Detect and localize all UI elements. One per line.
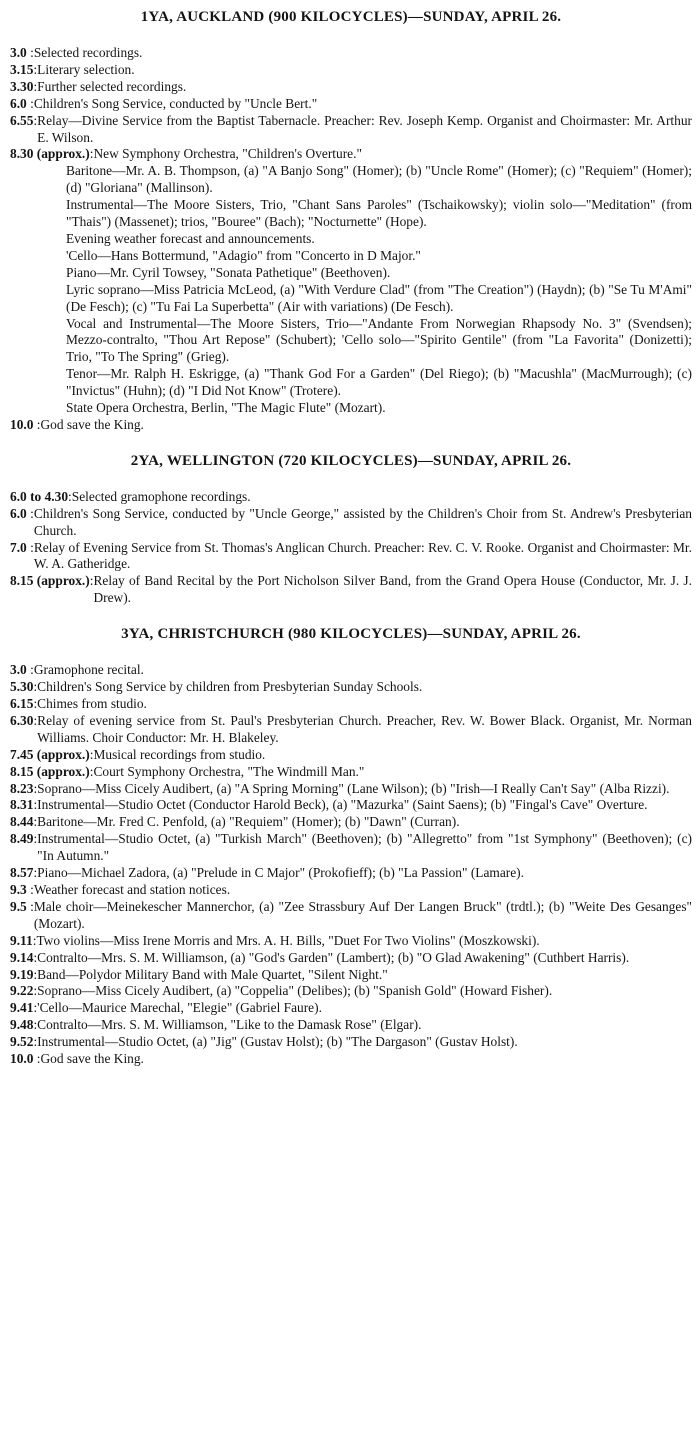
- program-item: Lyric soprano—Miss Patricia McLeod, (a) "With Verdure Clad" (from "The Creation") (Haydn); (b) "Se Tu M'Ami" (De Fesch); (c) "Tu Fai La Superbetta" (Air with variations) (De Fesch).: [66, 281, 692, 314]
- program-entry: 9.5 : Male choir—Meinekescher Mannerchor, (a) "Zee Strassbury Auf Der Langen Bruck" (trdtl.); (b) "Weite Des Gesanges" (Mozart).: [10, 898, 692, 931]
- program-entry: 8.30 (approx.): New Symphony Orchestra, "Children's Overture.": [10, 146, 362, 162]
- program-entry: 9.3 : Weather forecast and station notices.: [10, 881, 231, 897]
- program-entry: 9.48: Contralto—Mrs. S. M. Williamson, "Like to the Damask Rose" (Elgar).: [10, 1017, 422, 1033]
- program-entry: 8.49: Instrumental—Studio Octet, (a) "Turkish March" (Beethoven); (b) "Allegretto" from "1st Symphony" (Beethoven); (c) "In Autumn.": [10, 831, 692, 864]
- station-section-3ya: [10, 625, 692, 1068]
- program-entry: 10.0 : God save the King.: [10, 1051, 144, 1067]
- program-entry: 6.30: Relay of evening service from St. Paul's Presbyterian Church. Preacher, Rev. W. Bower Black. Organist, Mr. Norman Williams. Choir Conductor: Mr. H. Blakeley.: [10, 712, 692, 745]
- program-item: Vocal and Instrumental—The Moore Sisters, Trio—"Andante From Norwegian Rhapsody No. 3" (Svendsen); Mezzo-contralto, "Thou Art Repose" (Schubert); 'Cello solo—"Spirito Gentile" (from "La Favorita" (Donizetti); Trio, "To The Spring" (Grieg).: [66, 315, 692, 365]
- program-entry: 8.31: Instrumental—Studio Octet (Conductor Harold Beck), (a) "Mazurka" (Saint Saens); (b) "Fingal's Cave" Overture.: [10, 797, 648, 813]
- program-item: Evening weather forecast and announcements.: [66, 230, 315, 246]
- program-entry: 8.15 (approx.): Relay of Band Recital by the Port Nicholson Silver Band, from the Grand Opera House (Conductor, Mr. J. J. Drew).: [10, 573, 692, 606]
- program-entry: 9.19: Band—Polydor Military Band with Male Quartet, "Silent Night.": [10, 966, 388, 982]
- program-item: Baritone—Mr. A. B. Thompson, (a) "A Banjo Song" (Homer); (b) "Uncle Rome" (Homer); (c) "Requiem" (Homer); (d) "Gloriana" (Mallinson).: [66, 163, 692, 196]
- program-entry: 9.11: Two violins—Miss Irene Morris and Mrs. A. H. Bills, "Duet For Two Violins" (Moszkowski).: [10, 932, 540, 948]
- program-entry: 3.30: Further selected recordings.: [10, 78, 187, 94]
- station-heading: 2YA, WELLINGTON (720 KILOCYCLES)—SUNDAY, APRIL 26.: [130, 452, 572, 469]
- program-entry: 8.57: Piano—Michael Zadora, (a) "Prelude in C Major" (Prokofieff); (b) "La Passion" (Lamare).: [10, 865, 524, 881]
- program-item: Tenor—Mr. Ralph H. Eskrigge, (a) "Thank God For a Garden" (Del Riego); (b) "Macushla" (MacMurrough); (c) "Invictus" (Huhn); (d) "I Did Not Know" (Trotere).: [66, 366, 692, 399]
- program-item: 'Cello—Hans Bottermund, "Adagio" from "Concerto in D Major.": [66, 247, 421, 263]
- program-entry: 7.0 : Relay of Evening Service from St. Thomas's Anglican Church. Preacher: Rev. C. V. Rooke. Organist and Choirmaster: Mr. W. A. Gatheridge.: [10, 539, 692, 572]
- program-entry: 6.15: Chimes from studio.: [10, 696, 147, 711]
- program-entry: 9.52: Instrumental—Studio Octet, (a) "Jig" (Gustav Holst); (b) "The Dargason" (Gustav Holst).: [10, 1034, 518, 1050]
- program-entry: 6.0 : Children's Song Service, conducted by "Uncle Bert.": [10, 95, 318, 111]
- program-entry: 10.0 : God save the King.: [10, 416, 144, 432]
- program-entry: 8.23: Soprano—Miss Cicely Audibert, (a) "A Spring Morning" (Lane Wilson); (b) "Irish—I Really Can't Say" (Alba Rizzi).: [10, 780, 670, 796]
- station-heading: 1YA, AUCKLAND (900 KILOCYCLES)—SUNDAY, APRIL 26.: [140, 9, 562, 25]
- program-item: State Opera Orchestra, Berlin, "The Magic Flute" (Mozart).: [66, 400, 386, 416]
- station-section-2ya: [10, 452, 692, 607]
- program-entry: 3.15: Literary selection.: [10, 61, 135, 77]
- program-entry: 6.0 : Children's Song Service, conducted by "Uncle George," assisted by the Children's Choir from St. Andrew's Presbyterian Church.: [10, 505, 692, 538]
- program-entry: 3.0 : Gramophone recital.: [10, 662, 144, 678]
- program-entry: 3.0 : Selected recordings.: [10, 45, 143, 60]
- program-entry: 9.41: 'Cello—Maurice Marechal, "Elegie" (Gabriel Faure).: [10, 1000, 322, 1016]
- program-entry: 8.15 (approx.): Court Symphony Orchestra, "The Windmill Man.": [10, 763, 365, 779]
- program-item: Piano—Mr. Cyril Towsey, "Sonata Pathetique" (Beethoven).: [66, 264, 391, 280]
- station-heading: 3YA, CHRISTCHURCH (980 KILOCYCLES)—SUNDAY, APRIL 26.: [121, 626, 581, 643]
- program-entry: 9.14: Contralto—Mrs. S. M. Williamson, (a) "God's Garden" (Lambert); (b) "O Glad Awakening" (Cuthbert Harris).: [10, 949, 630, 965]
- program-entry: 6.0 to 4.30: Selected gramophone recordings.: [10, 488, 251, 504]
- station-section-1ya: [10, 8, 692, 434]
- program-item: Instrumental—The Moore Sisters, Trio, "Chant Sans Paroles" (Tschaikowsky); violin solo—"Meditation" (from "Thais") (Massenet); trios, "Bouree" (Bach); "Nocturnette" (Hope).: [66, 197, 692, 230]
- program-entry: 8.44: Baritone—Mr. Fred C. Penfold, (a) "Requiem" (Homer); (b) "Dawn" (Curran).: [10, 814, 460, 830]
- program-entry: 5.30: Children's Song Service by children from Presbyterian Sunday Schools.: [10, 679, 423, 695]
- program-entry: 9.22: Soprano—Miss Cicely Audibert, (a) "Coppelia" (Delibes); (b) "Spanish Gold" (Howard Fisher).: [10, 983, 553, 999]
- program-entry: 7.45 (approx.): Musical recordings from studio.: [10, 746, 266, 762]
- program-entry: 6.55: Relay—Divine Service from the Baptist Tabernacle. Preacher: Rev. Joseph Kemp. Organist and Choirmaster: Mr. Arthur E. Wilson.: [10, 112, 692, 145]
